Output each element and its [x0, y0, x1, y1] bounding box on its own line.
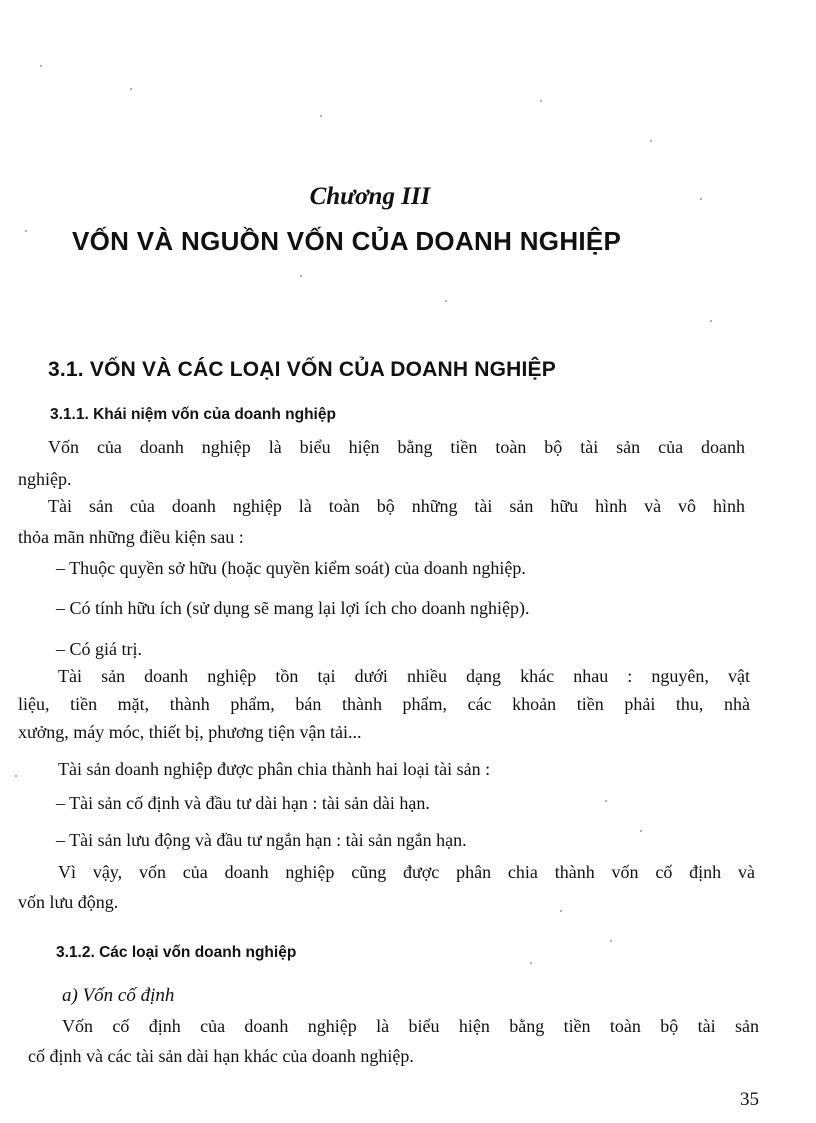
page-number: 35: [740, 1089, 759, 1110]
paragraph-2-line-1: Tài sản của doanh nghiệp là toàn bộ những tài sản hữu hình và vô hình: [48, 496, 745, 516]
bullet-usefulness: – Có tính hữu ích (sử dụng sẽ mang lại lợi ích cho doanh nghiệp).: [56, 598, 530, 618]
scan-speck: [700, 198, 702, 200]
scan-speck: [610, 940, 612, 942]
scan-speck: [605, 800, 607, 802]
item-a-fixed-capital: a) Vốn cố định: [62, 985, 175, 1006]
scan-speck: [530, 962, 532, 964]
paragraph-2-line-2: thỏa mãn những điều kiện sau :: [18, 527, 244, 547]
paragraph-1-line-2: nghiệp.: [18, 469, 72, 489]
scan-speck: [640, 830, 642, 832]
scan-speck: [300, 275, 302, 277]
scan-speck: [540, 100, 542, 102]
chapter-label: Chương III: [309, 183, 431, 210]
scan-speck: [15, 775, 17, 777]
bullet-value: – Có giá trị.: [56, 639, 142, 659]
paragraph-3-line-1: Tài sản doanh nghiệp tồn tại dưới nhiều dạng khác nhau : nguyên, vật: [58, 666, 750, 686]
bullet-ownership: – Thuộc quyền sở hữu (hoặc quyền kiểm soát) của doanh nghiệp.: [56, 558, 526, 578]
paragraph-6-line-1: Vốn cố định của doanh nghiệp là biểu hiện bằng tiền toàn bộ tài sản: [62, 1016, 759, 1036]
paragraph-5-line-1: Vì vậy, vốn của doanh nghiệp cũng được phân chia thành vốn cố định và: [58, 862, 755, 882]
scan-speck: [130, 88, 132, 90]
scan-speck: [560, 910, 562, 912]
paragraph-3-line-2: liệu, tiền mặt, thành phẩm, bán thành phẩm, các khoản tiền phải thu, nhà: [18, 694, 750, 714]
subsection-heading-2: 3.1.2. Các loại vốn doanh nghiệp: [56, 944, 297, 961]
paragraph-1-line-1: Vốn của doanh nghiệp là biểu hiện bằng tiền toàn bộ tài sản của doanh: [48, 437, 745, 457]
bullet-short-term-assets: – Tài sản lưu động và đầu tư ngắn hạn : tài sản ngắn hạn.: [56, 830, 467, 850]
scan-speck: [445, 300, 447, 302]
subsection-heading-1: 3.1.1. Khái niệm vốn của doanh nghiệp: [50, 406, 336, 423]
bullet-long-term-assets: – Tài sản cố định và đầu tư dài hạn : tài sản dài hạn.: [56, 793, 430, 813]
paragraph-3-line-3: xưởng, máy móc, thiết bị, phương tiện vận tải...: [18, 722, 362, 742]
scan-speck: [320, 115, 322, 117]
scan-speck: [40, 65, 42, 67]
paragraph-4: Tài sản doanh nghiệp được phân chia thành hai loại tài sản :: [58, 759, 491, 779]
scan-speck: [710, 320, 712, 322]
chapter-title: VỐN VÀ NGUỒN VỐN CỦA DOANH NGHIỆP: [72, 226, 622, 256]
scan-speck: [25, 230, 27, 232]
section-heading: 3.1. VỐN VÀ CÁC LOẠI VỐN CỦA DOANH NGHIỆP: [48, 358, 556, 381]
scan-speck: [650, 140, 652, 142]
paragraph-6-line-2: cố định và các tài sản dài hạn khác của doanh nghiệp.: [28, 1046, 414, 1066]
paragraph-5-line-2: vốn lưu động.: [18, 892, 119, 912]
